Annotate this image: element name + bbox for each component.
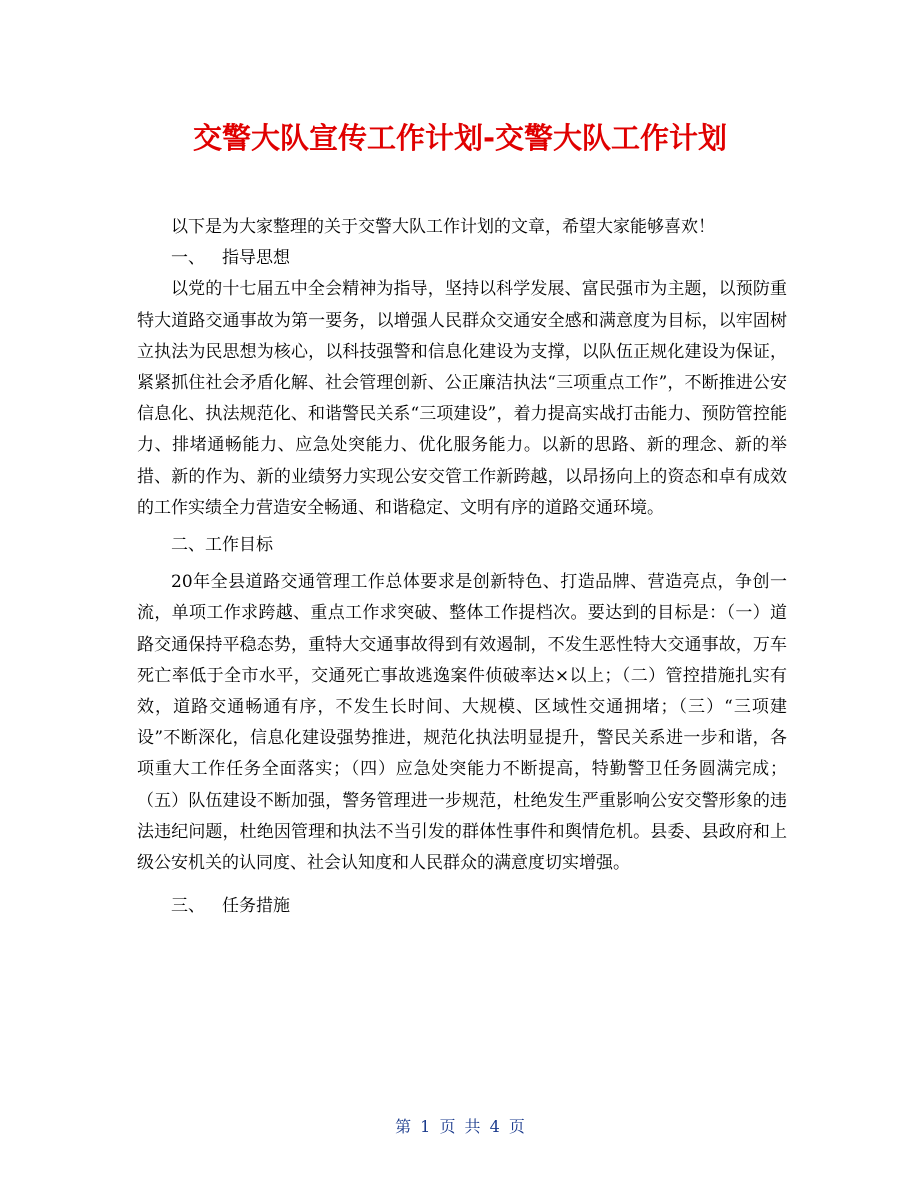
document-title: 交警大队宣传工作计划-交警大队工作计划 xyxy=(192,121,728,155)
section-title: 指导思想 xyxy=(222,248,290,269)
section-title: 任务措施 xyxy=(222,896,290,917)
section-heading-work-goals: 二、工作目标 xyxy=(171,535,273,556)
section-heading-guiding-ideology xyxy=(137,243,787,274)
section-number: 三、 xyxy=(171,896,205,917)
section-heading-task-measures xyxy=(137,891,787,922)
intro-paragraph: 以下是为大家整理的关于交警大队工作计划的文章，希望大家能够喜欢！ xyxy=(171,217,715,237)
page-number: 第 1 页 共 4 页 xyxy=(395,1117,525,1136)
section-number: 一、 xyxy=(171,248,205,269)
guiding-ideology-paragraph: 以党的十七届五中全会精神为指导，坚持以科学发展、富民强市为主题，以预防重特大道路交通事故为第一要务，以增强人民群众交通安全感和满意度为目标，以牢固树立执法为民思想为核心，以科技强警和信息化建设为支撑，以队伍正规化建设为保证，紧紧抓住社会矛盾化解、社会管理创新、公正廉洁执法“三项重点工作”，不断推进公安信息化、执法规范化、和谐警民关系“三项建设”，着力提高实战打击能力、预防管控能力、排堵通畅能力、应急处突能力、优化服务能力。以新的思路、新的理念、新的举措、新的作为、新的业绩努力实现公安交管工作新跨越，以昂扬向上的资态和卓有成效的工作实绩全力营造安全畅通、和谐稳定、文明有序的道路交通环境。 xyxy=(137,279,787,518)
work-goals-paragraph: 20年全县道路交通管理工作总体要求是创新特色、打造品牌、营造亮点，争创一流，单项工作求跨越、重点工作求突破、整体工作提档次。要达到的目标是：（一）道路交通保持平稳态势，重特大交通事故得到有效遏制，不发生恶性特大交通事故，万车死亡率低于全市水平，交通死亡事故逃逸案件侦破率达×以上；（二）管控措施扎实有效，道路交通畅通有序，不发生长时间、大规模、区域性交通拥堵；（三）“三项建设”不断深化，信息化建设强势推进，规范化执法明显提升，警民关系进一步和谐，各项重大工作任务全面落实；（四）应急处突能力不断提高，特勤警卫任务圆满完成；（五）队伍建设不断加强，警务管理进一步规范，杜绝发生严重影响公安交警形象的违法违纪问题，杜绝因管理和执法不当引发的群体性事件和舆情危机。县委、县政府和上级公安机关的认同度、社会认知度和人民群众的满意度切实增强。 xyxy=(137,572,787,874)
document-body xyxy=(137,212,787,922)
